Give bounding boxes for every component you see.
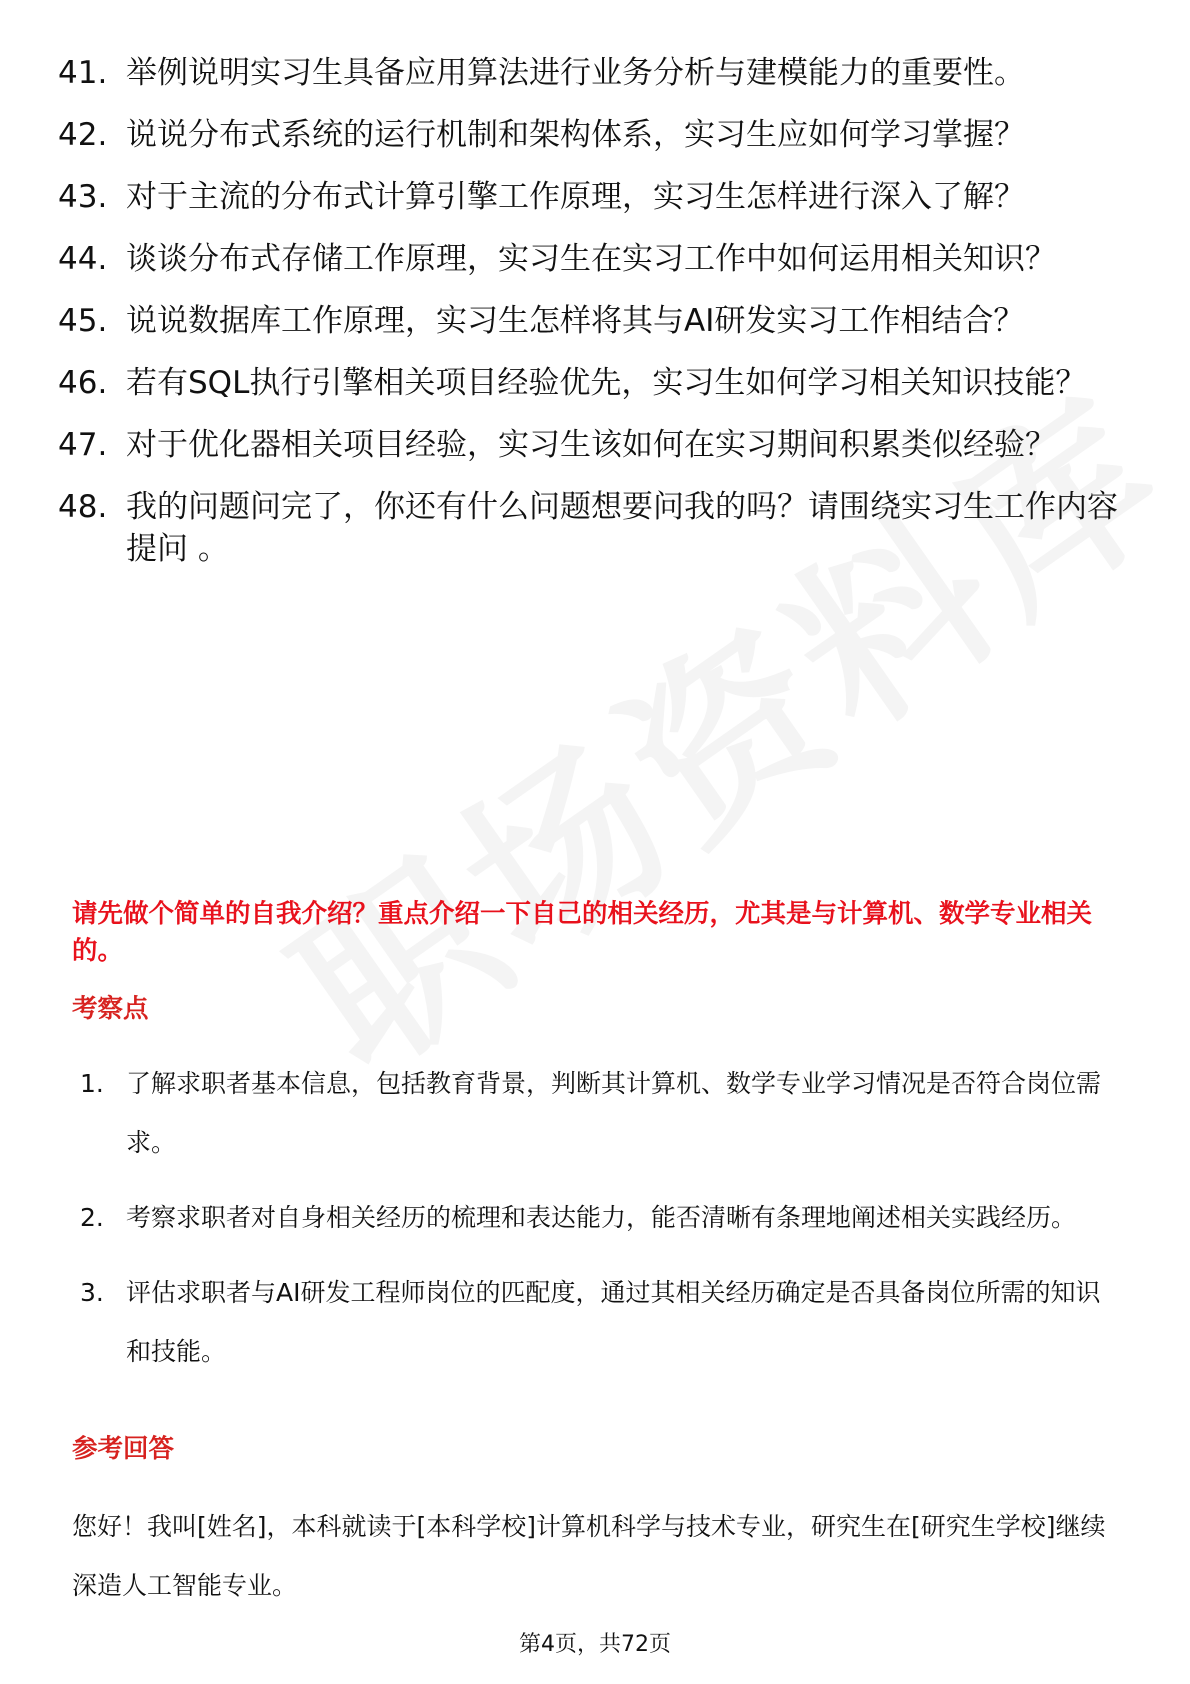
point-text: 了解求职者基本信息，包括教育背景，判断其计算机、数学专业学习情况是否符合岗位需求。 <box>126 1069 1102 1157</box>
list-item <box>80 1188 1120 1247</box>
question-number: 45. <box>58 303 108 339</box>
list-item <box>58 52 1118 94</box>
cankao-label: 参考回答 <box>72 1434 175 1464</box>
list-item <box>58 424 1118 466</box>
question-text: 谈谈分布式存储工作原理，实习生在实习工作中如何运用相关知识？ <box>126 241 1056 277</box>
question-text: 举例说明实习生具备应用算法进行业务分析与建模能力的重要性。 <box>126 55 1025 91</box>
question-text: 说说分布式系统的运行机制和架构体系，实习生应如何学习掌握？ <box>126 117 1025 153</box>
list-item <box>58 362 1118 404</box>
kaocha-label: 考察点 <box>72 994 149 1024</box>
question-text: 对于优化器相关项目经验，实习生该如何在实习期间积累类似经验？ <box>126 427 1056 463</box>
reference-answer-text: 您好！我叫[姓名]，本科就读于[本科学校]计算机科学与技术专业，研究生在[研究生学校]继续深造人工智能专业。 <box>72 1512 1106 1600</box>
question-text: 我的问题问完了，你还有什么问题想要问我的吗？请围绕实习生工作内容提问 。 <box>126 489 1118 567</box>
page-number-footer: 第4页，共72页 <box>519 1632 671 1657</box>
point-number: 3. <box>80 1278 104 1307</box>
assessment-points-list <box>80 1054 1120 1397</box>
point-text: 评估求职者与AI研发工程师岗位的匹配度，通过其相关经历确定是否具备岗位所需的知识和技能。 <box>126 1278 1101 1366</box>
question-text: 说说数据库工作原理，实习生怎样将其与AI研发实习工作相结合？ <box>126 303 1025 339</box>
question-number: 42. <box>58 117 108 153</box>
point-text: 考察求职者对自身相关经历的梳理和表达能力，能否清晰有条理地阐述相关实践经历。 <box>126 1203 1077 1232</box>
question-number: 48. <box>58 489 108 525</box>
question-number: 44. <box>58 241 108 277</box>
list-item <box>80 1263 1120 1381</box>
question-list <box>58 52 1118 590</box>
list-item <box>80 1054 1120 1172</box>
question-text: 若有SQL执行引擎相关项目经验优先，实习生如何学习相关知识技能？ <box>126 365 1087 401</box>
question-number: 43. <box>58 179 108 215</box>
section-heading-question: 请先做个简单的自我介绍？重点介绍一下自己的相关经历，尤其是与计算机、数学专业相关的。 <box>72 899 1093 966</box>
point-number: 2. <box>80 1203 104 1232</box>
question-number: 41. <box>58 55 108 91</box>
question-text: 对于主流的分布式计算引擎工作原理，实习生怎样进行深入了解？ <box>126 179 1025 215</box>
question-number: 46. <box>58 365 108 401</box>
list-item <box>58 300 1118 342</box>
point-number: 1. <box>80 1069 104 1098</box>
question-number: 47. <box>58 427 108 463</box>
list-item <box>58 238 1118 280</box>
list-item <box>58 486 1118 570</box>
list-item <box>58 176 1118 218</box>
list-item <box>58 114 1118 156</box>
